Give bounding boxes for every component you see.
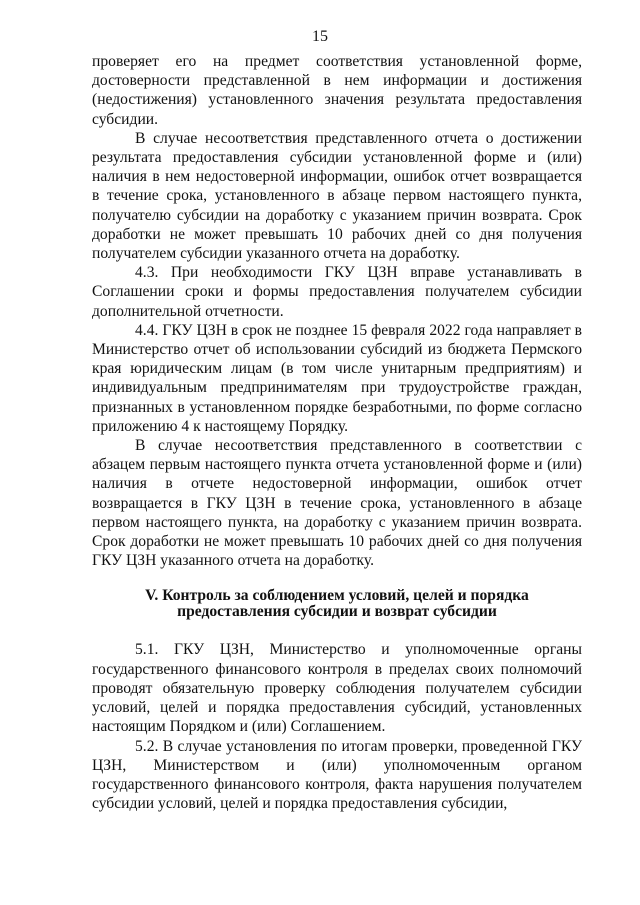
section-heading-line1: V. Контроль за соблюдением условий, целей и порядка — [145, 587, 529, 605]
paragraph-continuation: проверяет его на предмет соответствия установленной форме, достоверности представленной в нем информации и достижения (недостижения) установленного значения результата предоставления субсидии. — [92, 53, 582, 128]
section-heading-line2: предоставления субсидии и возврат субсидии — [177, 603, 497, 621]
page-number: 15 — [312, 28, 328, 45]
paragraph-report-return: В случае несоответствия представленного отчета о достижении результата предоставления субсидии установленной форме и (или) наличия в нем недостоверной информации, ошибок отчет возвращается в течение срока, установленного в абзаце первом настоящего пункта, получателю субсидии на доработку с указанием причин возврата. Срок доработки не может превышать 10 рабочих дней со дня получения получателем субсидии указанного отчета на доработку. — [92, 129, 582, 263]
section-heading — [92, 588, 582, 620]
document-body — [92, 52, 582, 813]
paragraph-4-4: 4.4. ГКУ ЦЗН в срок не позднее 15 февраля 2022 года направляет в Министерство отчет об использовании субсидий из бюджета Пермского края юридическим лицам (в том числе унитарным предприятиям) и индивидуальным предпринимателям при трудоустройстве граждан, признанных в установленном порядке безработными, по форме согласно приложению 4 к настоящему Порядку. — [92, 321, 582, 435]
paragraph-4-3: 4.3. При необходимости ГКУ ЦЗН вправе устанавливать в Соглашении сроки и формы предоставления получателем субсидии дополнительной отчетности. — [92, 264, 582, 320]
paragraph-5-1: 5.1. ГКУ ЦЗН, Министерство и уполномоченные органы государственного финансового контроля в пределах своих полномочий проводят обязательную проверку соблюдения получателем субсидии условий, целей и порядка предоставления субсидий, установленных настоящим Порядком и (или) Соглашением. — [92, 641, 582, 736]
paragraph-5-2: 5.2. В случае установления по итогам проверки, проведенной ГКУ ЦЗН, Министерством и (или) уполномоченным органом государственного финансового контроля, факта нарушения получателем субсидии условий, целей и порядка предоставления субсидии, — [92, 737, 582, 813]
paragraph-4-4-return: В случае несоответствия представленного в соответствии с абзацем первым настоящего пункта отчета установленной форме и (или) наличия в отчете недостоверной информации, ошибок отчет возвращается в ГКУ ЦЗН в течение срока, установленного в абзаце первом настоящего пункта, на доработку с указанием причин возврата. Срок доработки не может превышать 10 рабочих дней со дня получения ГКУ ЦЗН указанного отчета на доработку. — [92, 437, 582, 570]
